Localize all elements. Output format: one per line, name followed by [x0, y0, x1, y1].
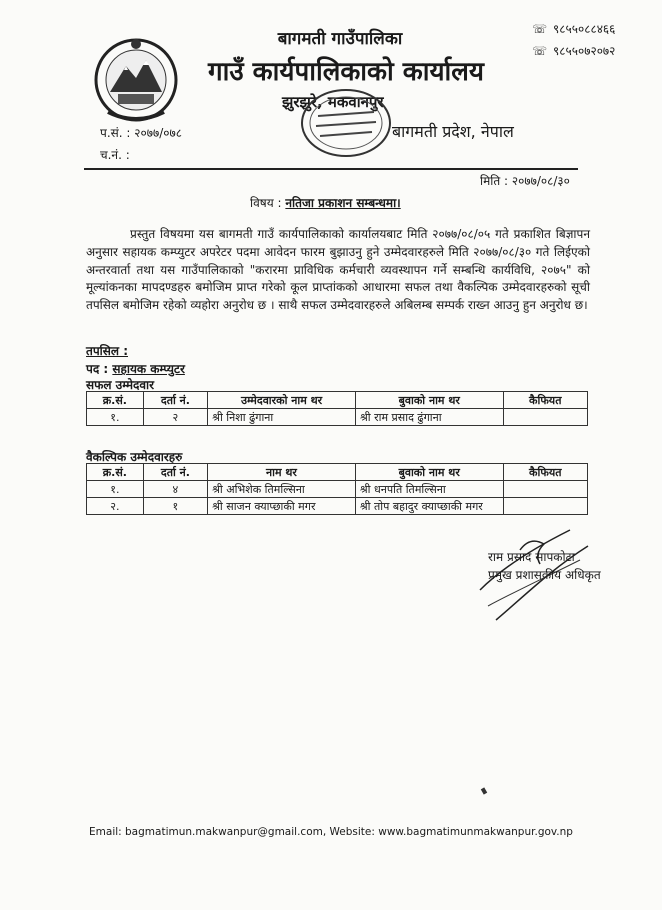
alternate-table [86, 463, 588, 515]
municipality-name: बागमती गाउँपालिका [277, 29, 403, 49]
table-row [87, 409, 588, 426]
table-cell: श्री तोप बहादुर क्याप्छाकी मगर [355, 498, 503, 515]
post-label [86, 360, 185, 377]
body-paragraph: प्रस्तुत विषयमा यस बागमती गाउँ कार्यपालिकाको कार्यालयबाट मिति २०७७/०८/०५ गते प्रकाशित बिज्ञापन अनुसार सहायक कम्प्युटर अपरेटर पदमा आवेदन फारम बुझाउनु हुने उम्मेदवारहरुले मिति २०७७/०८/३० गते लिईएको अन्तरवार्ता तथा यस गाउँपालिकाको "करारमा प्राविधिक कर्मचारी व्यवस्थापन गर्ने सम्बन्धि कार्यविधि, २०७५" को मूल्यांकनका मापदण्डहरु बमोजिम प्राप्त गरेको कूल प्राप्तांकको आधारमा सफल तथा वैकल्पिक उम्मेदवारहरुको सूची तपसिल बमोजिम रहेको व्यहोरा अनुरोध छ । साथै सफल उम्मेदवारहरुले अबिलम्ब सम्पर्क राख्न आउनु हुन अनुरोध छ। [86, 227, 590, 313]
successful-table [86, 391, 588, 426]
column-header: बुवाको नाम थर [355, 464, 503, 481]
successful-heading: सफल उम्मेदवार [86, 378, 155, 392]
table-cell: श्री अभिशेक तिमल्सिना [208, 481, 356, 498]
column-header: क्र.सं. [87, 392, 144, 409]
dispatch-number: च.नं. : [100, 148, 130, 162]
table-cell: १ [143, 498, 207, 515]
table-cell: श्री राम प्रसाद ढुंगाना [355, 409, 503, 426]
table-cell: १. [87, 481, 144, 498]
table-cell [503, 409, 587, 426]
table-cell: श्री साजन क्याप्छाकी मगर [208, 498, 356, 515]
post-value: सहायक कम्प्युटर [112, 362, 185, 376]
column-header: बुवाको नाम थर [355, 392, 503, 409]
phone-icon: ☏ [532, 21, 548, 36]
signatory-name: राम प्रसाद सापकोटा [488, 550, 575, 564]
table-cell [503, 481, 587, 498]
letter-date: मिति : २०७७/०८/३० [480, 174, 570, 188]
phone-2 [532, 42, 615, 59]
column-header: कैफियत [503, 392, 587, 409]
table-cell: श्री निशा ढुंगाना [208, 409, 356, 426]
table-cell: ४ [143, 481, 207, 498]
phone-1-number: ९८५५०८८४६६ [553, 22, 616, 36]
column-header: उम्मेदवारको नाम थर [208, 392, 356, 409]
table-header-row [87, 464, 588, 481]
post-label-prefix: पद : [86, 362, 109, 376]
table-row [87, 481, 588, 498]
column-header: दर्ता नं. [143, 392, 207, 409]
phone-1 [532, 20, 615, 37]
office-stamp-icon [298, 86, 394, 160]
details-label: तपसिल : [86, 344, 128, 358]
phone-icon: ☏ [532, 43, 548, 58]
reference-number: प.सं. : २०७७/०७८ [100, 126, 182, 140]
phone-2-number: ९८५५०७२०७२ [553, 44, 616, 58]
column-header: नाम थर [208, 464, 356, 481]
province-country: बागमती प्रदेश, नेपाल [392, 122, 514, 141]
alternate-heading: वैकल्पिक उम्मेदवारहरु [86, 450, 183, 464]
table-cell: १. [87, 409, 144, 426]
column-header: दर्ता नं. [143, 464, 207, 481]
footer-contact: Email: bagmatimun.makwanpur@gmail.com, Website: www.bagmatimunmakwanpur.gov.np [89, 826, 573, 838]
subject-line [250, 194, 401, 211]
column-header: कैफियत [503, 464, 587, 481]
office-address: झुरझुरे, मकवानपुर [282, 93, 384, 111]
table-cell: २ [143, 409, 207, 426]
subject-text: नतिजा प्रकाशन सम्बन्धमा। [285, 196, 401, 210]
nepal-emblem-icon [88, 30, 184, 126]
header-divider [84, 168, 578, 170]
table-cell: २. [87, 498, 144, 515]
table-cell: श्री धनपति तिमल्सिना [355, 481, 503, 498]
column-header: क्र.सं. [87, 464, 144, 481]
ink-mark [481, 787, 487, 794]
subject-prefix: विषय : [250, 196, 282, 210]
office-title: गाउँ कार्यपालिकाको कार्यालय [208, 57, 484, 87]
signatory-title: प्रमुख प्रशासकीय अधिकृत [488, 568, 601, 582]
table-header-row [87, 392, 588, 409]
